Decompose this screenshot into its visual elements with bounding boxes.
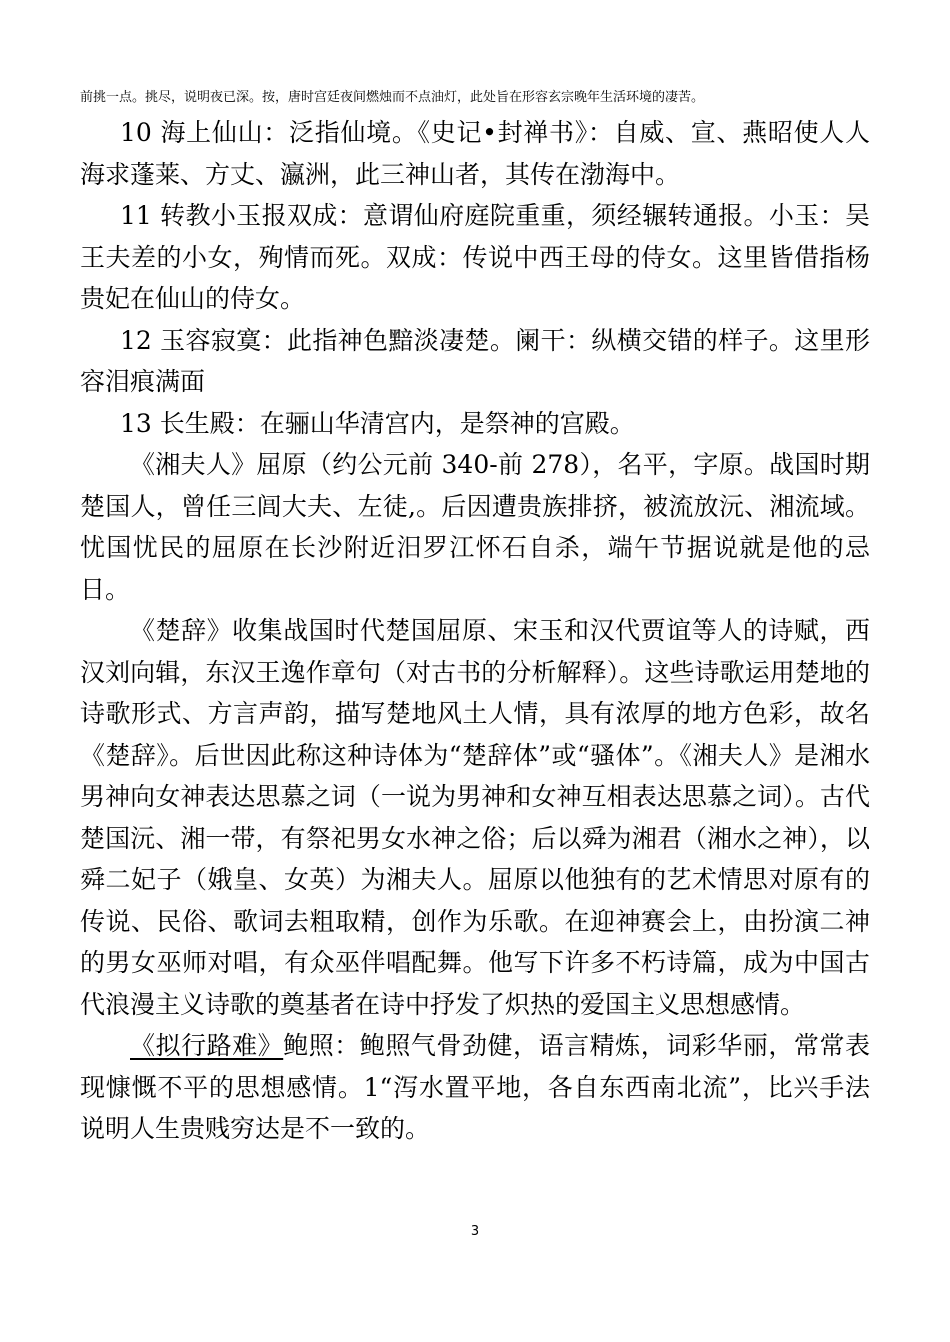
paragraph-nixinglunan xyxy=(80,1025,870,1150)
note-11: 11 转教小玉报双成：意谓仙府庭院重重，须经辗转通报。小玉：吴王夫差的小女，殉情而死。双成：传说中西王母的侍女。这里皆借指杨贵妃在仙山的侍女。 xyxy=(80,201,870,313)
paragraph-chuci: 《楚辞》收集战国时代楚国屈原、宋玉和汉代贾谊等人的诗赋，西汉刘向辑，东汉王逸作章句（对古书的分析解释）。这些诗歌运用楚地的诗歌形式、方言声韵，描写楚地风土人情，具有浓厚的地方色彩，故名《楚辞》。后世因此称这种诗体为“楚辞体”或“骚体”。《湘夫人》是湘水男神向女神表达思慕之词（一说为男神和女神互相表达思慕之词）。古代楚国沅、湘一带，有祭祀男女水神之俗；后以舜为湘君（湘水之神），以舜二妃子（娥皇、女英）为湘夫人。屈原以他独有的艺术情思对原有的传说、民俗、歌词去粗取精，创作为乐歌。在迎神赛会上，由扮演二神的男女巫师对唱，有众巫伴唱配舞。他写下许多不朽诗篇，成为中国古代浪漫主义诗歌的奠基者在诗中抒发了炽热的爱国主义思想感情。 xyxy=(80,616,870,1019)
paragraph-xiang-furen: 《湘夫人》屈原（约公元前 340-前 278），名平，字原。战国时期楚国人，曾任三闾大夫、左徒,。后因遭贵族排挤，被流放沅、湘流域。忧国忧民的屈原在长沙附近汨罗江怀石自杀，端午节据说就是他的忌日。 xyxy=(80,450,870,604)
paragraph-nixinglunan-text: 鲍照：鲍照气骨劲健，语言精炼，词彩华丽，常常表现慷慨不平的思想感情。1“泻水置平地，各自东西南北流”，比兴手法说明人生贵贱穷达是不一致的。 xyxy=(80,1031,870,1143)
footnote-continuation: 前挑一点。挑尽，说明夜已深。按，唐时宫廷夜间燃烛而不点油灯，此处旨在形容玄宗晚年生活环境的凄苦。 xyxy=(80,90,705,105)
page-number: 3 xyxy=(470,1224,480,1239)
note-10: 10 海上仙山：泛指仙境。《史记•封禅书》：自威、宣、燕昭使人人海求蓬莱、方丈、瀛洲，此三神山者，其传在渤海中。 xyxy=(80,118,870,189)
note-12: 12 玉容寂寞：此指神色黯淡凄楚。阑干：纵横交错的样子。这里形容泪痕满面 xyxy=(80,325,870,396)
title-nixinglunan: 《拟行路难》 xyxy=(130,1031,284,1060)
note-13: 13 长生殿：在骊山华清宫内，是祭神的宫殿。 xyxy=(120,408,635,438)
document-body xyxy=(80,112,870,1150)
